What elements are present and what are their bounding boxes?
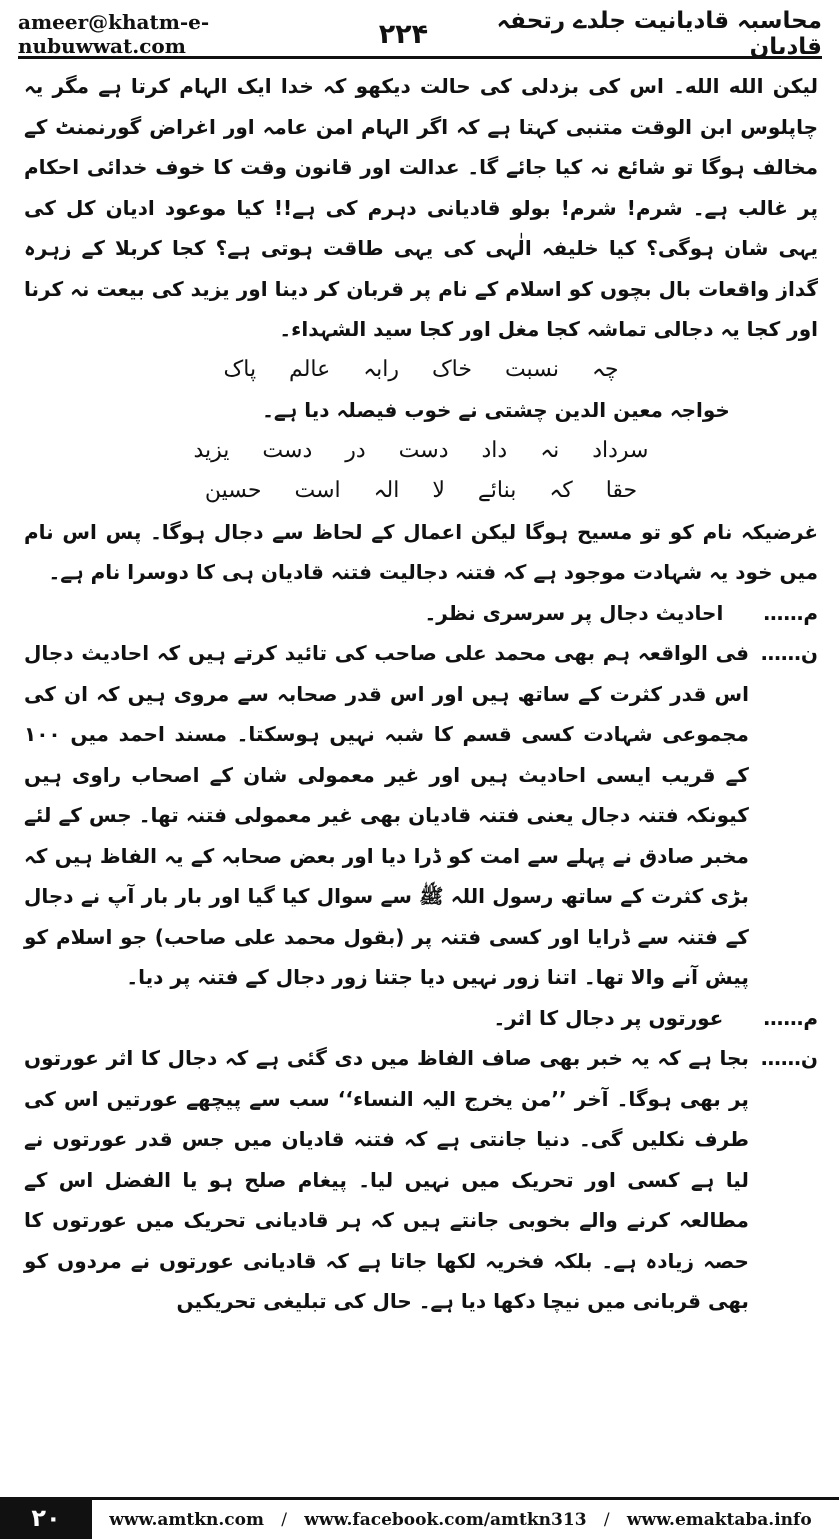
answer-2	[24, 1038, 818, 1322]
page-body	[24, 66, 818, 1322]
answer-text: فی الواقعہ ہم بھی محمد علی صاحب کی تائید کرتے ہیں کہ احادیث دجال اس قدر کثرت کے ساتھ ہیں اور اس قدر صحابہ سے مروی ہیں کہ ان کی مجموعی شہادت کسی قسم کا شبہ نہیں ہوسکتا۔ مسند احمد میں ۱۰۰ کے قریب ایسی احادیث ہیں اور غیر معمولی شان کے اصحاب راوی ہیں کیونکہ فتنہ دجال یعنی فتنہ قادیان بھی غیر معمولی فتنہ تھا۔ جس کے لئے مخبر صادق نے پہلے سے امت کو ڈرا دیا اور بعض صحابہ کے یہ الفاظ ہیں کہ بڑی کثرت کے ساتھ رسول اللہ ﷺ سے سوال کیا گیا اور بار بار آپ نے دجال کے فتنہ سے ڈرایا اور کسی فتنہ پر (بقول محمد علی صاحب) جو اسلام کو پیش آنے والا تھا۔ اتنا زور نہیں دیا جتنا زور دجال کے فتنہ پر دیا۔	[24, 641, 749, 989]
paragraph-2: غرضیکہ نام کو تو مسیح ہوگا لیکن اعمال کے لحاظ سے دجال ہوگا۔ پس اس نام میں خود یہ شہادت موجود ہے کہ فتنہ دجالیت فتنہ قادیان ہی کا دوسرا نام ہے۔	[24, 519, 818, 584]
footer-separator: /	[603, 1509, 610, 1530]
footer-link-facebook[interactable]: www.facebook.com/amtkn313	[304, 1509, 587, 1530]
answer-text: بجا ہے کہ یہ خبر بھی صاف الفاظ میں دی گئی ہے کہ دجال کا اثر عورتوں پر بھی ہوگا۔ آخر ’’من یخرج الیہ النساء‘‘ سب سے پیچھے عورتیں اس کی طرف نکلیں گی۔ دنیا جانتی ہے کہ فتنہ قادیان میں جس قدر عورتوں نے لیا ہے کسی اور تحریک میں نہیں لیا۔ پیغام صلح ہو یا الفضل اس کے مطالعہ کرنے والے بخوبی جانتے ہیں کہ ہر قادیانی تحریک میں عورتوں کا حصہ زیادہ ہے۔ بلکہ فخریہ لکھا جاتا ہے کہ قادیانی عورتوں نے مردوں کو بھی قربانی میں نیچا دکھا دیا ہے۔ حال کی تبلیغی تحریکیں	[24, 1046, 749, 1313]
answer-1	[24, 633, 818, 998]
footer-link-amtkn[interactable]: www.amtkn.com	[109, 1509, 264, 1530]
verse-line-2: سرداد نہ داد دست در دست یزید	[193, 437, 649, 463]
answer-marker: ن……	[760, 1046, 818, 1070]
question-text: احادیث دجال پر سرسری نظر۔	[424, 600, 724, 625]
footer-links	[92, 1497, 839, 1539]
page-header	[18, 8, 822, 60]
question-2	[24, 998, 818, 1039]
footer-link-emaktaba[interactable]: www.emaktaba.info	[626, 1509, 812, 1530]
header-email: ameer@khatm-e-nubuwwat.com	[18, 10, 210, 58]
paragraph-1: لیکن الله الله۔ اس کی بزدلی کی حالت دیکھو کہ خدا ایک الہام کرتا ہے مگر یہ چاپلوس ابن الوقت متنبی کہتا ہے کہ اگر الہام امن عامہ اور اغراض گورنمنٹ کے مخالف ہوگا تو شائع نہ کیا جائے گا۔ عدالت اور قانون وقت کا خوف خدائی احکام پر غالب ہے۔ شرم! شرم! بولو قادیانی دہرم کی ہے!! کیا موعود ادیان کل کی یہی شان ہوگی؟ کیا خلیفہ الٰہی کی یہی طاقت ہوتی ہے؟ کجا کربلا کے زہرہ گداز واقعات بال بچوں کو اسلام کے نام پر قربان کر دینا اور یزید کی بیعت نہ کرنا اور کجا یہ دجالی تماشہ کجا مغل اور کجا سید الشہداء۔	[24, 74, 818, 341]
verse-line-1: چہ نسبت خاک رابہ عالم پاک	[223, 356, 619, 382]
question-marker: م……	[763, 1005, 818, 1030]
page-footer	[0, 1497, 839, 1539]
answer-marker: ن……	[760, 641, 818, 665]
verse-intro: خواجہ معین الدین چشتی نے خوب فیصلہ دیا ہے۔	[262, 398, 730, 422]
question-marker: م……	[763, 600, 818, 625]
footer-separator: /	[281, 1509, 287, 1530]
header-page-number: ۲۲۴	[378, 18, 429, 50]
header-left	[18, 10, 428, 58]
header-book-title: محاسبہ قادیانیت جلدے رتحفہ قادیان	[496, 8, 822, 60]
footer-page-number: ۲۰	[0, 1497, 92, 1539]
verse-line-3: حقا کہ بنائے لا الہ است حسین	[204, 478, 638, 503]
question-1	[24, 593, 818, 634]
question-text: عورتوں پر دجال کا اثر۔	[493, 1005, 724, 1030]
